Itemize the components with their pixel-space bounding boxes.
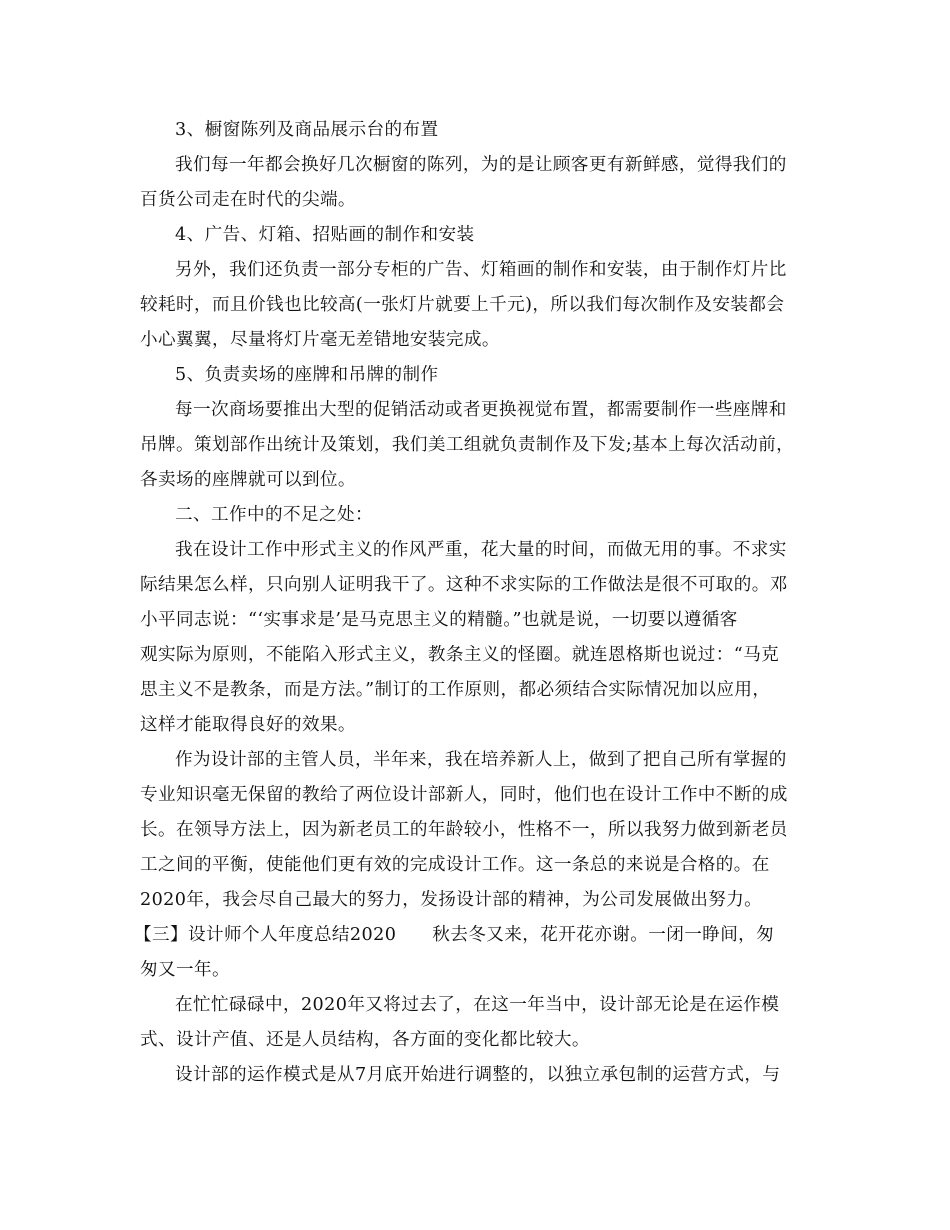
paragraph-line: 作为设计部的主管人员，半年来，我在培养新人上，做到了把自己所有掌握的 xyxy=(175,750,787,770)
paragraph-line: 每一次商场要推出大型的促销活动或者更换视觉布置，都需要制作一些座牌和 xyxy=(175,400,787,420)
heading-ads-lightbox: 4、广告、灯箱、招贴画的制作和安装 xyxy=(175,225,475,245)
paragraph-line: 际结果怎么样，只向别人证明我干了。这种不求实际的工作做法是很不可取的。邓 xyxy=(140,575,788,595)
heading-shortcomings: 二、工作中的不足之处： xyxy=(175,505,373,525)
heading-window-display: 3、橱窗陈列及商品展示台的布置 xyxy=(175,120,439,140)
paragraph-line: 专业知识毫无保留的教给了两位设计部新人，同时，他们也在设计工作中不断的成 xyxy=(140,785,788,805)
paragraph-line: 各卖场的座牌就可以到位。 xyxy=(140,470,356,490)
paragraph-line: 2020年，我会尽自己最大的努力，发扬设计部的精神，为公司发展做出努力。 xyxy=(140,890,763,910)
paragraph-line: 匆又一年。 xyxy=(140,960,230,980)
paragraph-line: 观实际为原则，不能陷入形式主义，教条主义的怪圈。就连恩格斯也说过：“马克 xyxy=(140,645,780,665)
paragraph-line: 这样才能取得良好的效果。 xyxy=(140,715,356,735)
paragraph-line: 小心翼翼，尽量将灯片毫无差错地安装完成。 xyxy=(140,330,500,350)
paragraph-line: 式、设计产值、还是人员结构，各方面的变化都比较大。 xyxy=(140,1030,590,1050)
paragraph-line: 设计部的运作模式是从7月底开始进行调整的，以独立承包制的运营方式，与 xyxy=(175,1065,781,1085)
paragraph-line: 我们每一年都会换好几次橱窗的陈列，为的是让顾客更有新鲜感，觉得我们的 xyxy=(175,155,787,175)
paragraph-line: 在忙忙碌碌中，2020年又将过去了，在这一年当中，设计部无论是在运作模 xyxy=(175,995,780,1015)
paragraph-line: 另外，我们还负责一部分专柜的广告、灯箱画的制作和安装，由于制作灯片比 xyxy=(175,260,787,280)
paragraph-line: 百货公司走在时代的尖端。 xyxy=(140,190,356,210)
paragraph-line: 吊牌。策划部作出统计及策划，我们美工组就负责制作及下发;基本上每次活动前， xyxy=(140,435,795,455)
paragraph-line: 我在设计工作中形式主义的作风严重，花大量的时间，而做无用的事。不求实 xyxy=(175,540,787,560)
paragraph-line: 较耗时，而且价钱也比较高(一张灯片就要上千元)，所以我们每次制作及安装都会 xyxy=(140,295,785,315)
paragraph-line: 小平同志说：“‘实事求是’是马克思主义的精髓。”也就是说，一切要以遵循客 xyxy=(140,610,738,630)
paragraph-line: 思主义不是教条，而是方法。”制订的工作原则，都必须结合实际情况加以应用， xyxy=(140,680,771,700)
heading-signage: 5、负责卖场的座牌和吊牌的制作 xyxy=(175,365,439,385)
paragraph-line: 长。在领导方法上，因为新老员工的年龄较小，性格不一，所以我努力做到新老员 xyxy=(140,820,788,840)
paragraph-line: 工之间的平衡，使能他们更有效的完成设计工作。这一条总的来说是合格的。在 xyxy=(140,855,770,875)
section-heading-three: 【三】设计师个人年度总结2020 秋去冬又来，花开花亦谢。一闭一睁间，匆 xyxy=(134,925,775,945)
